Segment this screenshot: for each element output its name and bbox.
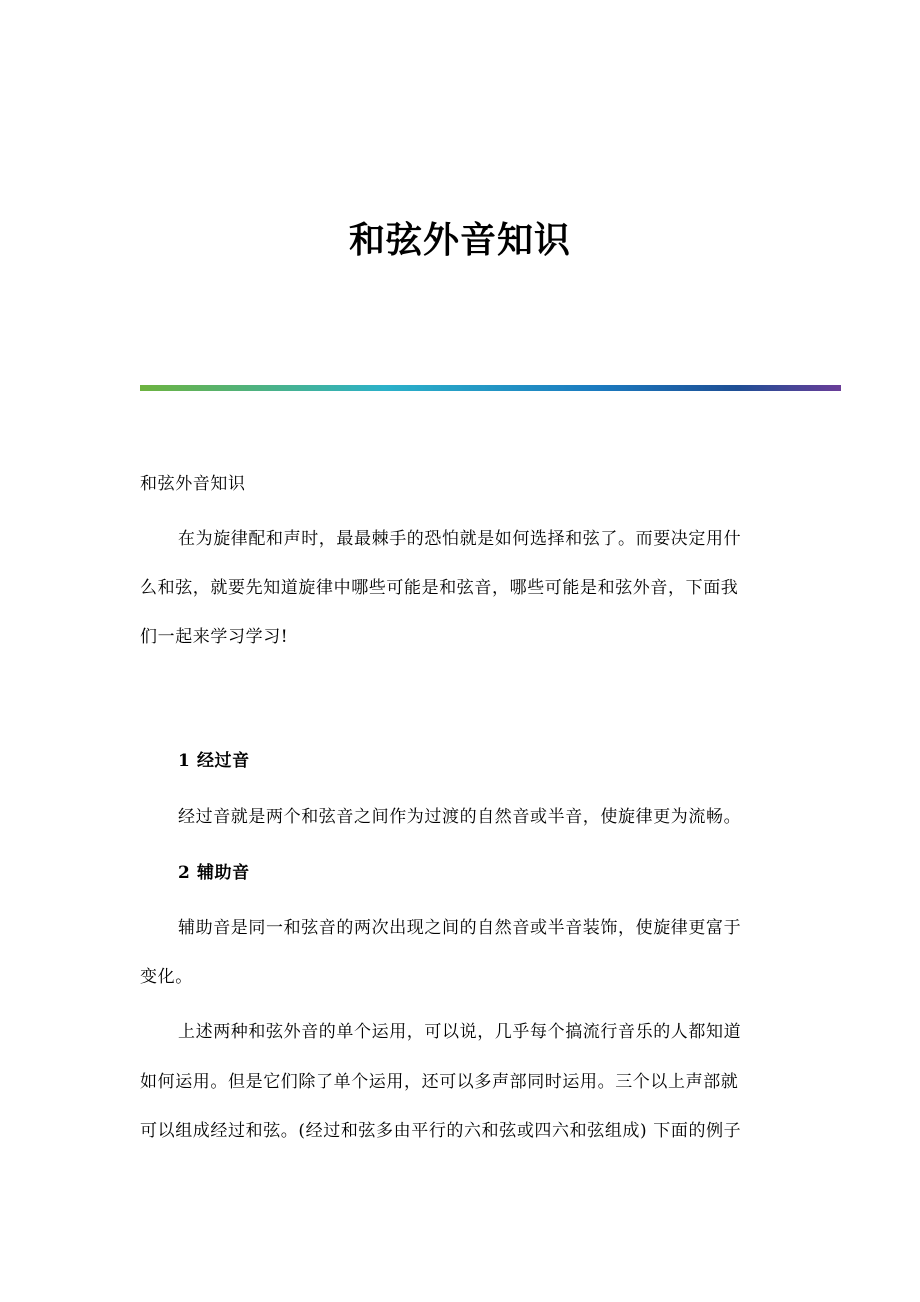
gradient-divider xyxy=(140,385,841,391)
paragraph3-line-3: 可以组成经过和弦。(经过和弦多由平行的六和弦或四六和弦组成) 下面的例子 xyxy=(140,1121,742,1141)
paragraph3-line-2: 如何运用。但是它们除了单个运用，还可以多声部同时运用。三个以上声部就 xyxy=(140,1072,739,1092)
auxiliary-tone-text-2: 变化。 xyxy=(140,967,193,987)
intro-line-2: 么和弦，就要先知道旋律中哪些可能是和弦音，哪些可能是和弦外音，下面我 xyxy=(140,578,739,598)
passing-tone-text: 经过音就是两个和弦音之间作为过渡的自然音或半音，使旋律更为流畅。 xyxy=(178,807,742,827)
document-title: 和弦外音知识 xyxy=(348,219,571,261)
auxiliary-tone-text-1: 辅助音是同一和弦音的两次出现之间的自然音或半音装饰，使旋律更富于 xyxy=(178,918,742,938)
document-subtitle: 和弦外音知识 xyxy=(140,474,246,494)
section-heading-passing-tone: 1 经过音 xyxy=(178,751,250,771)
section-heading-auxiliary-tone: 2 辅助音 xyxy=(178,863,250,883)
intro-line-3: 们一起来学习学习! xyxy=(140,627,289,647)
intro-line-1: 在为旋律配和声时，最最棘手的恐怕就是如何选择和弦了。而要决定用什 xyxy=(178,529,742,549)
paragraph3-line-1: 上述两种和弦外音的单个运用，可以说，几乎每个搞流行音乐的人都知道 xyxy=(178,1022,742,1042)
